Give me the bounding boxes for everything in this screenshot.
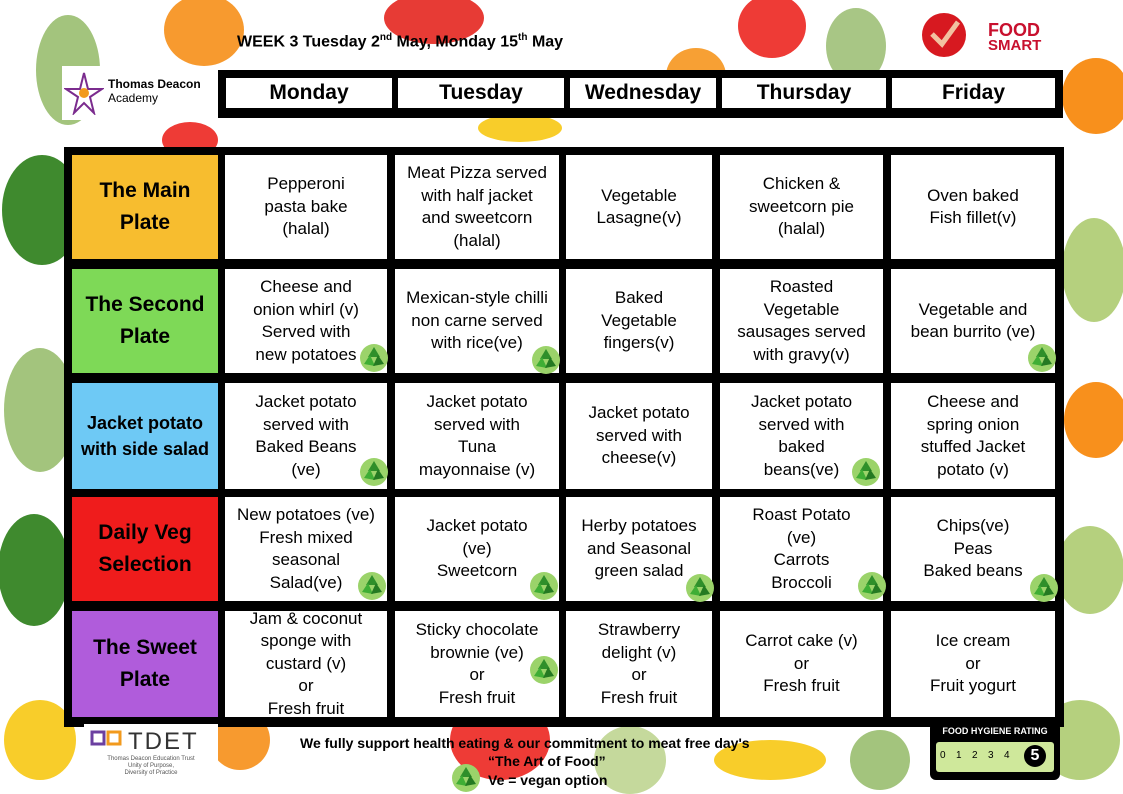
food-smart-text: FOOD SMART	[988, 20, 1042, 54]
menu-cell: Vegetable Lasagne(v)	[566, 155, 712, 259]
hygiene-score: 5	[1024, 745, 1046, 767]
menu-cell: Mexican-style chilli non carne served with rice(ve)	[395, 269, 559, 373]
trust-name: TDET	[128, 728, 199, 755]
menu-cell: Chips(ve) Peas Baked beans	[891, 497, 1055, 601]
row-label-daily-veg: Daily Veg Selection	[72, 497, 218, 601]
trust-subtitle: Thomas Deacon Education Trust Unity of Purpose, Diversity of Practice	[107, 756, 195, 776]
day-friday: Friday	[892, 78, 1055, 108]
pear-icon	[1056, 526, 1123, 614]
menu-cell: Sticky chocolate brownie (ve) or Fresh fruit	[395, 611, 559, 717]
orange-icon	[1062, 58, 1123, 134]
day-tuesday: Tuesday	[398, 78, 564, 108]
row-label-sweet-plate: The Sweet Plate	[72, 611, 218, 717]
menu-cell: Ice cream or Fruit yogurt	[891, 611, 1055, 717]
footer-vegan-key: Ve = vegan option	[488, 772, 608, 788]
pear-icon	[1062, 218, 1123, 322]
day-wednesday: Wednesday	[570, 78, 716, 108]
trust-logo	[84, 724, 218, 776]
menu-cell: Jacket potato (ve) Sweetcorn	[395, 497, 559, 601]
pear-icon	[850, 730, 910, 790]
hygiene-scale-value: 0	[940, 750, 946, 761]
hygiene-scale-value: 4	[1004, 750, 1010, 761]
menu-cell: Jacket potato served with cheese(v)	[566, 383, 712, 489]
apple-icon	[738, 0, 806, 58]
menu-cell: Roast Potato (ve) Carrots Broccoli	[720, 497, 883, 601]
hygiene-scale-value: 2	[972, 750, 978, 761]
hygiene-scale-value: 3	[988, 750, 994, 761]
hygiene-scale-value: 1	[956, 750, 962, 761]
menu-cell: Jacket potato served with Tuna mayonnaise (v)	[395, 383, 559, 489]
day-header	[218, 70, 1063, 118]
school-logo	[62, 66, 217, 120]
school-name: Thomas Deacon	[108, 77, 201, 91]
menu-cell: Vegetable and bean burrito (ve)	[891, 269, 1055, 373]
menu-cell: Jam & coconut sponge with custard (v) or Fresh fruit	[225, 611, 387, 717]
academy-star-icon	[64, 71, 104, 115]
menu-cell: Jacket potato served with baked beans(ve)	[720, 383, 883, 489]
food-hygiene-rating	[930, 722, 1060, 780]
row-label-second-plate: The Second Plate	[72, 269, 218, 373]
menu-cell: Jacket potato served with Baked Beans (ve)	[225, 383, 387, 489]
watermelon-icon	[0, 514, 70, 626]
menu-cell: Herby potatoes and Seasonal green salad	[566, 497, 712, 601]
menu-cell: Carrot cake (v) or Fresh fruit	[720, 611, 883, 717]
menu-grid	[64, 147, 1064, 727]
row-label-jacket-potato: Jacket potato with side salad	[72, 383, 218, 489]
footer-statement: We fully support health eating & our commitment to meat free day's	[300, 735, 750, 751]
menu-cell: Roasted Vegetable sausages served with gravy(v)	[720, 269, 883, 373]
hygiene-title: FOOD HYGIENE RATING	[942, 726, 1048, 736]
menu-cell: Oven baked Fish fillet(v)	[891, 155, 1055, 259]
banana-icon	[478, 114, 562, 142]
page-title: WEEK 3 Tuesday 2nd May, Monday 15th May	[237, 32, 564, 51]
day-monday: Monday	[226, 78, 392, 108]
menu-cell: Baked Vegetable fingers(v)	[566, 269, 712, 373]
hygiene-scale	[936, 742, 1054, 772]
menu-cell: Pepperoni pasta bake (halal)	[225, 155, 387, 259]
footer-art-of-food: “The Art of Food”	[488, 753, 606, 769]
day-thursday: Thursday	[722, 78, 886, 108]
row-label-main-plate: The Main Plate	[72, 155, 218, 259]
trust-mark-icon	[90, 730, 126, 756]
menu-cell: Cheese and onion whirl (v) Served with new potatoes	[225, 269, 387, 373]
menu-cell: Chicken & sweetcorn pie (halal)	[720, 155, 883, 259]
school-sub: Academy	[108, 91, 159, 105]
menu-cell: New potatoes (ve) Fresh mixed seasonal Salad(ve)	[225, 497, 387, 601]
menu-cell: Strawberry delight (v) or Fresh fruit	[566, 611, 712, 717]
menu-cell: Meat Pizza served with half jacket and sweetcorn (halal)	[395, 155, 559, 259]
orange-icon	[164, 0, 244, 66]
orange-icon	[1064, 382, 1123, 458]
menu-cell: Cheese and spring onion stuffed Jacket potato (v)	[891, 383, 1055, 489]
